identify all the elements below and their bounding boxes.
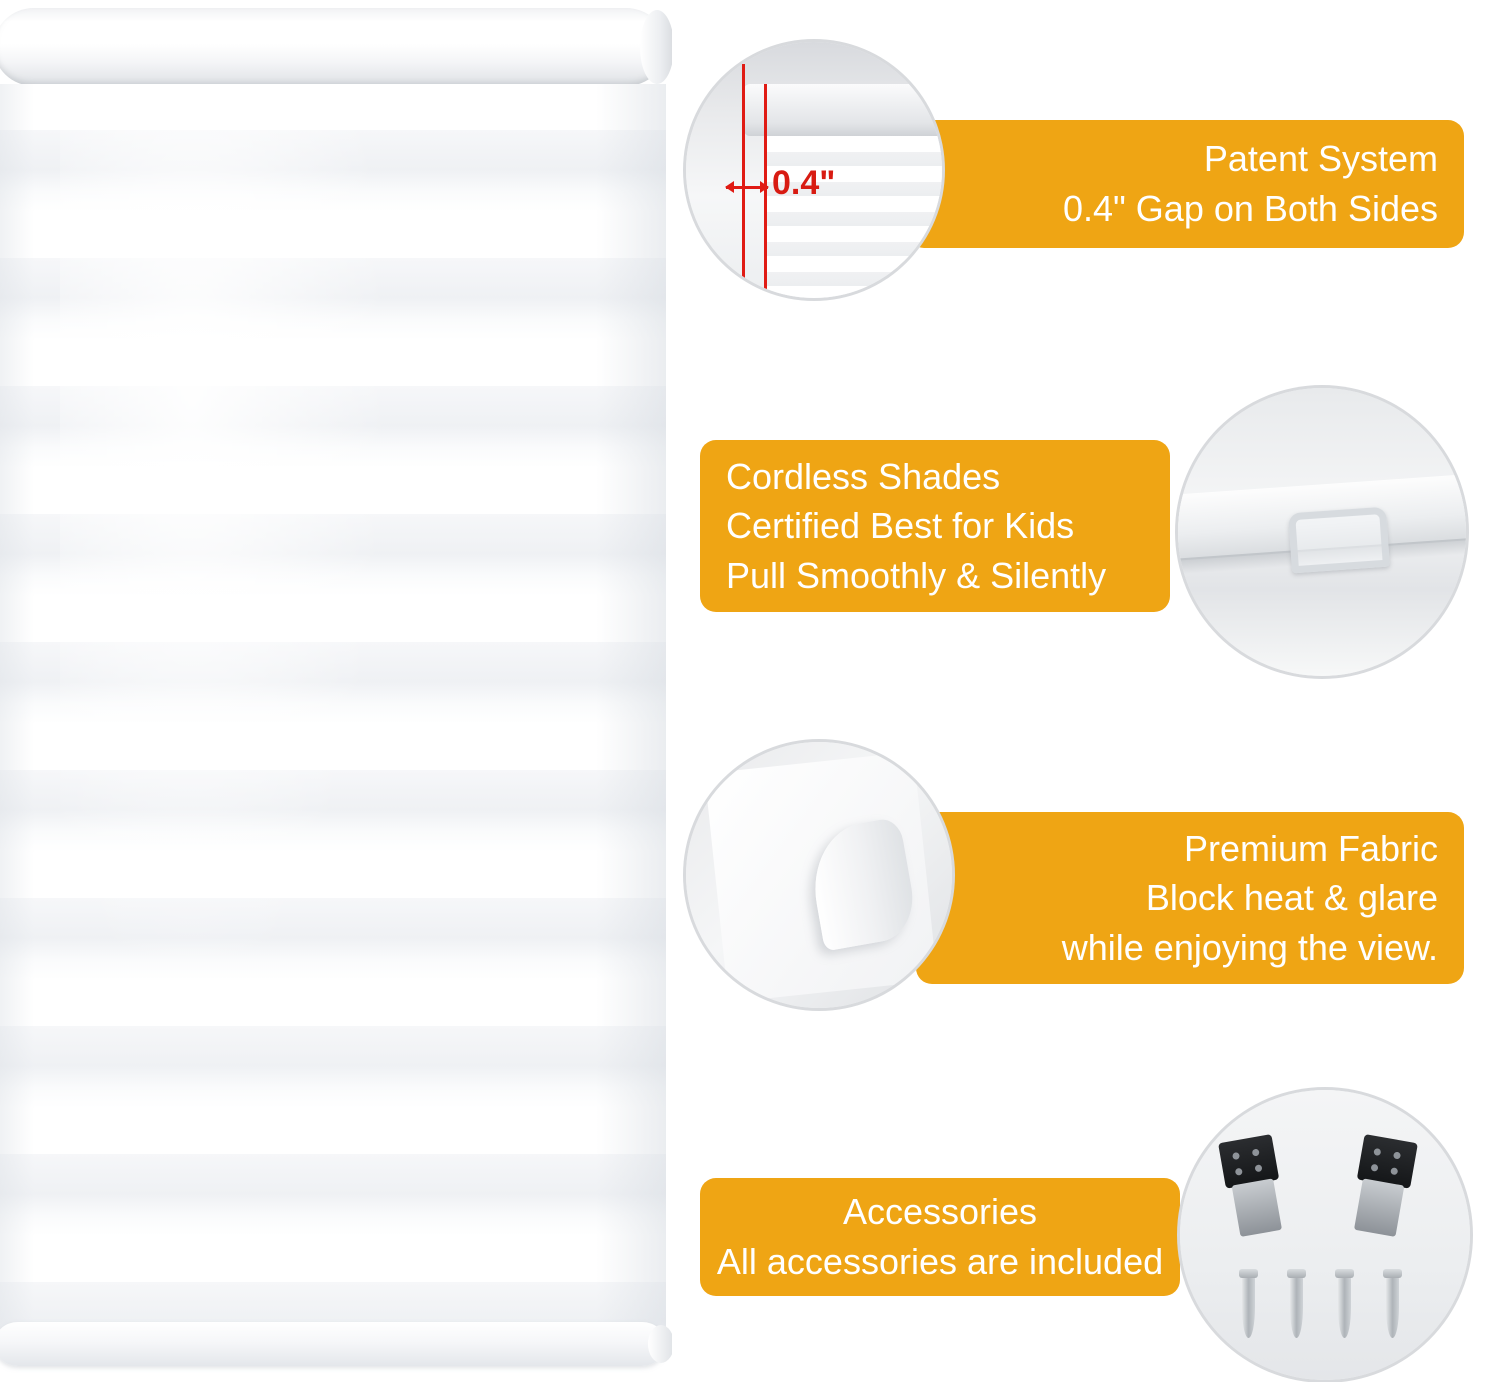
callout-line: Premium Fabric [1183,827,1438,869]
callout-line: 0.4" Gap on Both Sides [1062,188,1438,229]
gap-guide-line-outer [742,64,745,298]
accessories-photo-background [1180,1090,1470,1380]
detail-shade-fabric [764,136,942,298]
shade-bottom-rail-endcap [648,1325,672,1363]
screw [1386,1276,1399,1338]
accessories-brackets-screws-photo [1180,1090,1470,1380]
callout-patent-system [908,120,1464,248]
callout-premium-fabric [916,812,1464,984]
screw [1338,1276,1351,1338]
callout-accessories [700,1178,1180,1296]
callout-line: All accessories are included [716,1241,1164,1282]
screw [1242,1276,1255,1338]
detail-headrail [744,84,942,136]
shade-bottom-rail [0,1322,666,1366]
callout-line: Pull Smoothly & Silently [726,554,1107,596]
shade-headrail-endcap [640,10,672,84]
patent-gap-detail-photo [686,42,942,298]
gap-measurement-label: 0.4" [772,164,836,202]
shade-fabric-body [0,84,666,1338]
callout-cordless-shades [700,440,1170,612]
screw [1290,1276,1303,1338]
callout-line: Certified Best for Kids [726,505,1075,547]
bracket-metal-plate [1354,1178,1404,1237]
callout-line: while enjoying the view. [1061,926,1438,968]
cordless-pull-handle [1288,507,1390,574]
shade-headrail [0,8,666,86]
bracket-metal-plate [1232,1178,1282,1237]
callout-line: Accessories [842,1191,1038,1233]
callout-line: Patent System [1203,138,1438,180]
product-photo-zebra-shade [0,0,672,1382]
gap-measure-arrow [726,186,768,189]
premium-fabric-photo [686,742,952,1008]
callout-line: Block heat & glare [1145,877,1438,919]
callout-line: Cordless Shades [726,455,1001,497]
cordless-clip-photo [1178,388,1466,676]
